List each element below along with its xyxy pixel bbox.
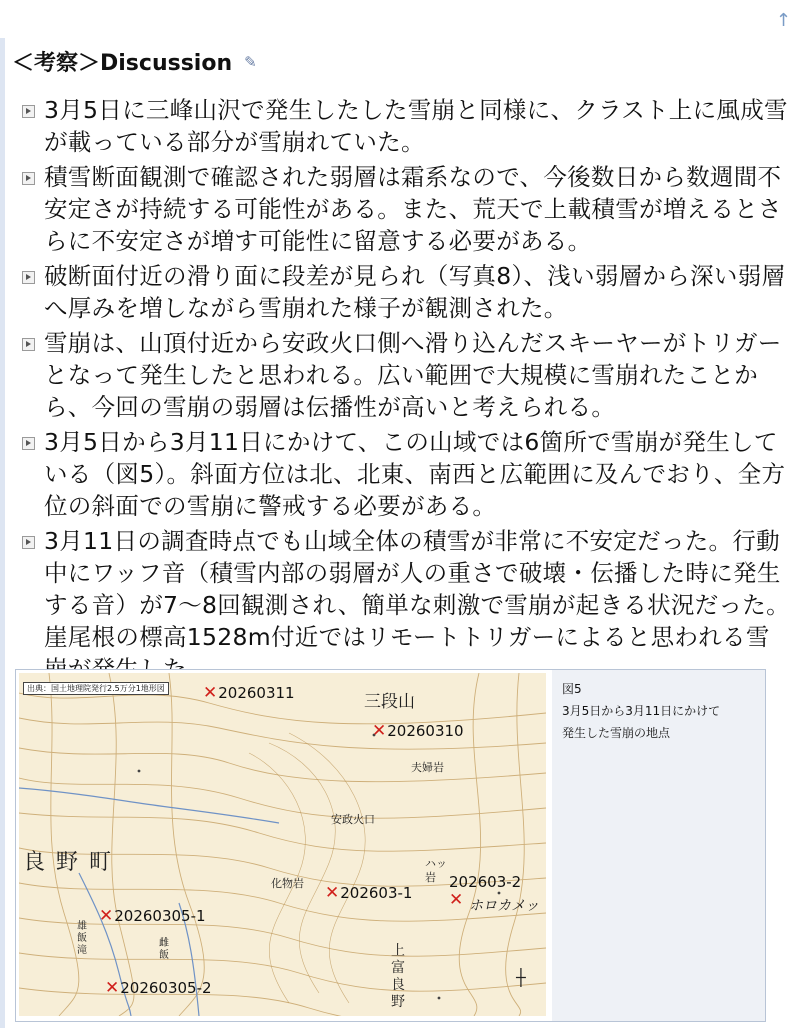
map-label-ryono-cho: 良 野 町 — [23, 850, 113, 875]
map-label-ohkaikaki-taki: 雄 飯 滝 — [77, 921, 87, 956]
left-margin-rule — [0, 38, 5, 1028]
edit-pencil-icon[interactable]: ✎ — [244, 52, 257, 71]
avalanche-marker-icon: ✕ — [99, 906, 114, 926]
avalanche-point-label: 20260310 — [387, 722, 464, 740]
north-arrow-icon: ┼ — [516, 968, 526, 987]
map-label-ansei-kako: 安政火口 — [331, 813, 375, 826]
avalanche-point-20260311[interactable] — [203, 683, 295, 703]
discussion-list — [22, 94, 792, 688]
list-item-text: 雪崩は、山頂付近から安政火口側へ滑り込んだスキーヤーがトリガーとなって発生したと思われる。広い範囲で大規模に雪崩れたことから、今回の雪崩の弱層は伝播性が高いと考えられる。 — [44, 329, 782, 421]
avalanche-point-label: 202603-1 — [340, 884, 413, 902]
avalanche-point-label: 20260311 — [218, 684, 295, 702]
avalanche-point-202603-1[interactable] — [325, 883, 412, 903]
section-heading — [12, 46, 257, 77]
list-item — [22, 327, 792, 423]
avalanche-marker-icon: ✕ — [105, 978, 120, 998]
figure-caption — [552, 670, 765, 1021]
bullet-arrow-icon — [22, 536, 35, 549]
map-label-fufuiwa: 夫婦岩 — [411, 761, 444, 774]
avalanche-point-20260310[interactable] — [372, 721, 464, 741]
map-label-kitsuneiwa: 化物岩 — [271, 877, 304, 890]
list-item-text: 3月5日に三峰山沢で発生したした雪崩と同様に、クラスト上に風成雪が載っている部分が雪崩れていた。 — [44, 96, 788, 156]
bullet-arrow-icon — [22, 271, 35, 284]
map-label-horokamettoku: ホロカメッ — [469, 898, 539, 914]
avalanche-marker-icon: ✕ — [325, 883, 340, 903]
figure-caption-line: 3月5日から3月11日にかけて — [562, 704, 721, 718]
avalanche-marker-icon: ✕ — [372, 721, 387, 741]
list-item-text: 3月11日の調査時点でも山域全体の積雪が非常に不安定だった。行動中にワッフ音（積雪内部の弱層が人の重さで破壊・伝播した時に発生する音）が7〜8回観測され、簡単な刺激で雪崩が起きる状況だった。崖尾根の標高1528m付近ではリモートトリガーによると思われる雪 — [44, 527, 790, 651]
list-item — [22, 426, 792, 522]
map-label-hatchi-iwa: ハッ 岩 — [425, 857, 447, 884]
list-item — [22, 94, 792, 158]
figure-5 — [15, 669, 766, 1022]
map-label-kamifurano: 上 富 良 野 — [391, 943, 405, 1010]
back-to-top-arrow-icon[interactable]: ↑ — [775, 10, 791, 31]
figure-caption-line: 発生した雪崩の地点 — [562, 726, 671, 740]
list-item-text: 破断面付近の滑り面に段差が見られ（写真8）、浅い弱層から深い弱層へ厚みを増しながら雪崩れた様子が観測された。 — [44, 262, 786, 322]
bullet-arrow-icon — [22, 172, 35, 185]
list-item — [22, 161, 792, 257]
avalanche-point-label: 202603-2 — [449, 873, 522, 891]
avalanche-point-202603-2[interactable] — [449, 873, 521, 910]
avalanche-marker-icon: ✕ — [203, 683, 218, 703]
topographic-map[interactable] — [19, 673, 546, 1016]
bullet-arrow-icon — [22, 437, 35, 450]
avalanche-marker-icon: ✕ — [449, 890, 464, 910]
avalanche-point-20260305-2[interactable] — [105, 978, 212, 998]
list-item — [22, 260, 792, 324]
section-heading-text: ＜考察＞Discussion — [12, 51, 233, 76]
bullet-arrow-icon — [22, 338, 35, 351]
list-item — [22, 525, 792, 685]
map-source-label: 出典：国土地理院発行2.5万分1地形図 — [23, 682, 169, 695]
avalanche-point-20260305-1[interactable] — [99, 906, 206, 926]
figure-caption-title: 図5 — [562, 682, 582, 696]
avalanche-point-label: 20260305-1 — [114, 907, 206, 925]
avalanche-point-label: 20260305-2 — [120, 979, 212, 997]
list-item-text: 積雪断面観測で確認された弱層は霜系なので、今後数日から数週間不安定さが持続する可能性がある。また、荒天で上載積雪が増えるとさらに不安定さが増す可能性に留意する必要がある。 — [44, 163, 782, 255]
bullet-arrow-icon — [22, 105, 35, 118]
map-label-sandanyama: 三段山 — [364, 692, 415, 712]
map-label-hijiri-taki: 雌 飯 — [159, 938, 169, 961]
list-item-text: 3月5日から3月11日にかけて、この山域では6箇所で雪崩が発生している（図5）。斜面方位は北、北東、南西と広範囲に及んでおり、全方位の斜面での雪崩に警戒する必要がある。 — [44, 428, 786, 520]
